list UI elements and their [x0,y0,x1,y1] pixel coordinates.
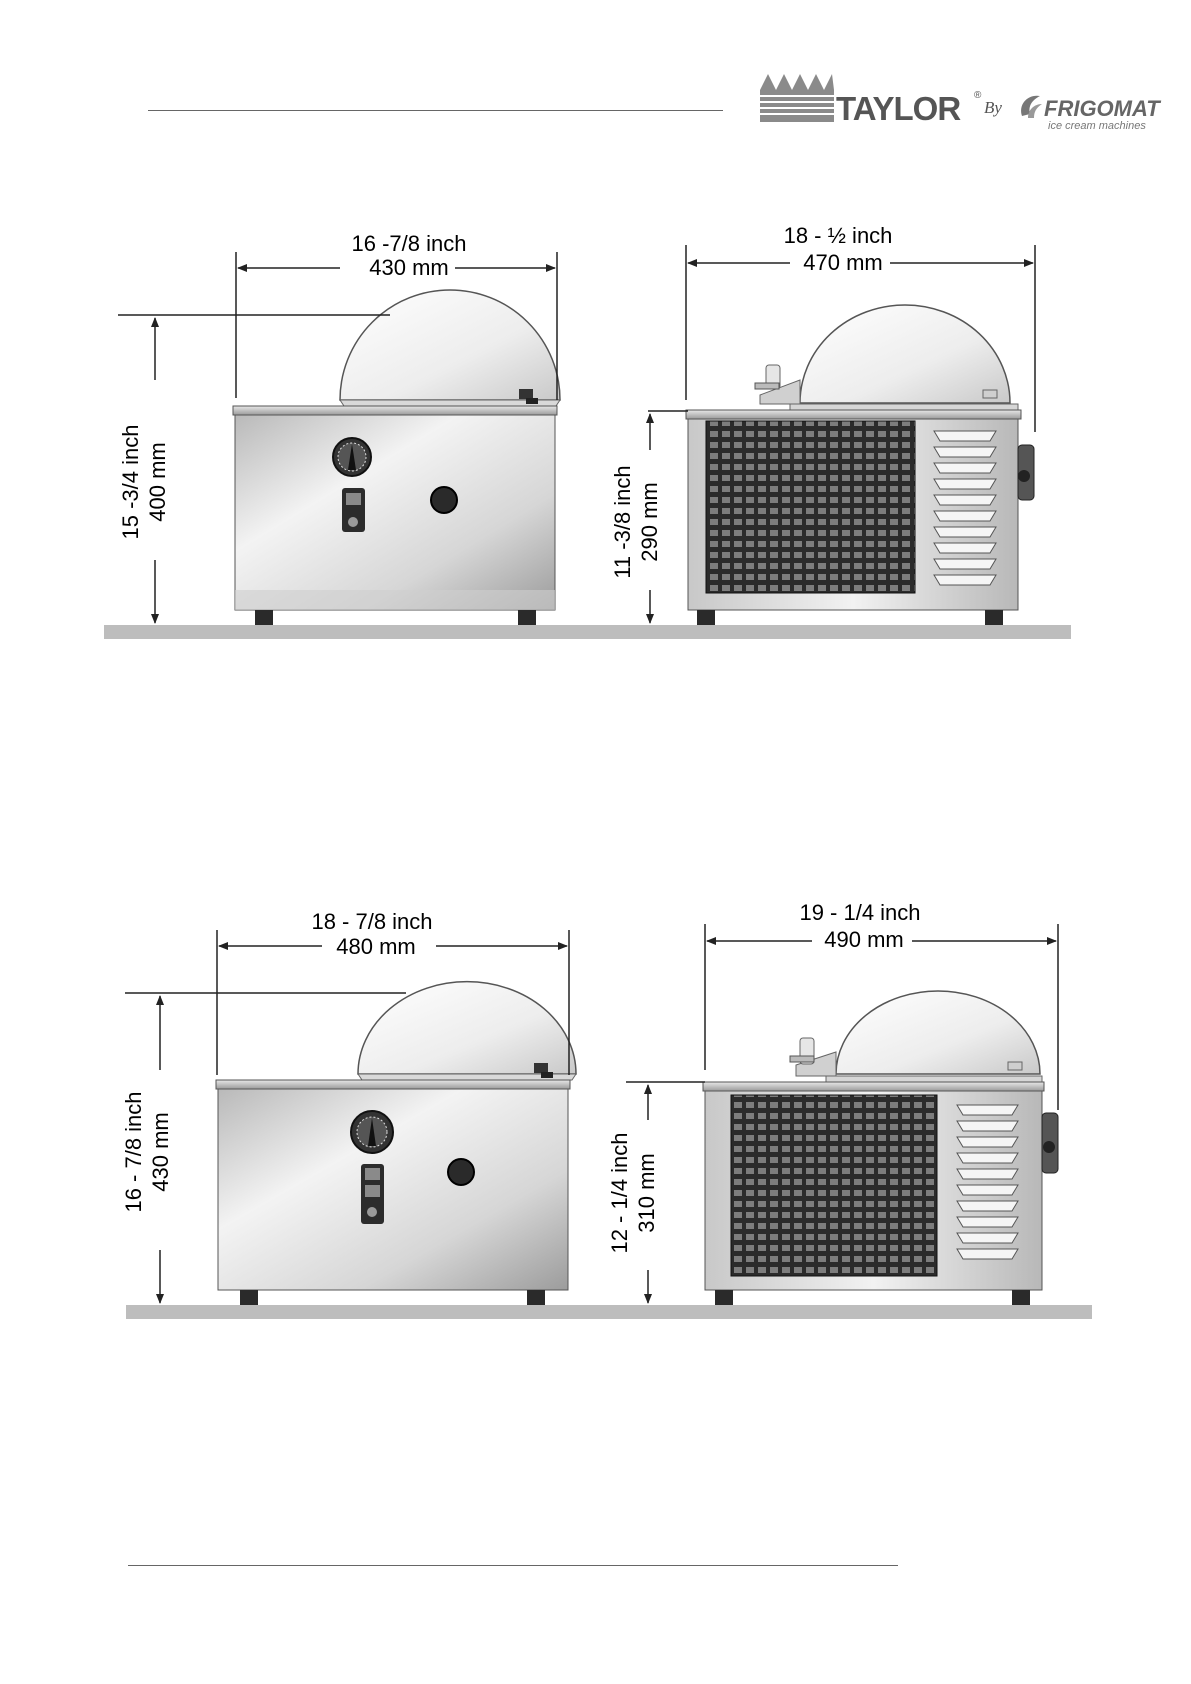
side-height-inch: 12 - 1/4 inch [607,1132,632,1254]
side-width-inch: 18 - ½ inch [783,223,893,248]
condenser-grille [706,421,915,593]
front-width-mm: 480 mm [336,934,416,959]
side-height-inch: 11 -3/8 inch [610,465,635,579]
front-height-inch: 15 -3/4 inch [118,424,143,540]
brand-name: TAYLOR [836,90,961,127]
side-width-mm: 470 mm [803,250,883,275]
floor-line [126,1305,1092,1319]
front-view-machine [216,982,576,1305]
side-width-mm: 490 mm [824,927,904,952]
front-width-mm: 430 mm [369,255,449,280]
floor-line [104,625,1071,639]
front-width-inch: 16 -7/8 inch [351,231,467,256]
side-width-inch: 19 - 1/4 inch [799,900,921,925]
side-height-mm: 310 mm [634,1153,659,1233]
brand-by: By [984,98,1002,117]
power-button[interactable] [448,1159,474,1185]
brand-tagline: ice cream machines [1048,120,1146,132]
brand-partner: FRIGOMAT [1044,96,1160,121]
front-height-mm: 430 mm [148,1112,173,1192]
side-view-machine [703,991,1058,1305]
front-view-machine [233,290,560,625]
front-height-inch: 16 - 7/8 inch [121,1091,146,1213]
front-height-mm: 400 mm [145,442,170,522]
side-height-mm: 290 mm [637,482,662,562]
power-button[interactable] [431,487,457,513]
condenser-grille [731,1095,937,1276]
side-view-machine [686,305,1034,625]
registered-mark: ® [974,90,982,101]
front-width-inch: 18 - 7/8 inch [311,909,433,934]
